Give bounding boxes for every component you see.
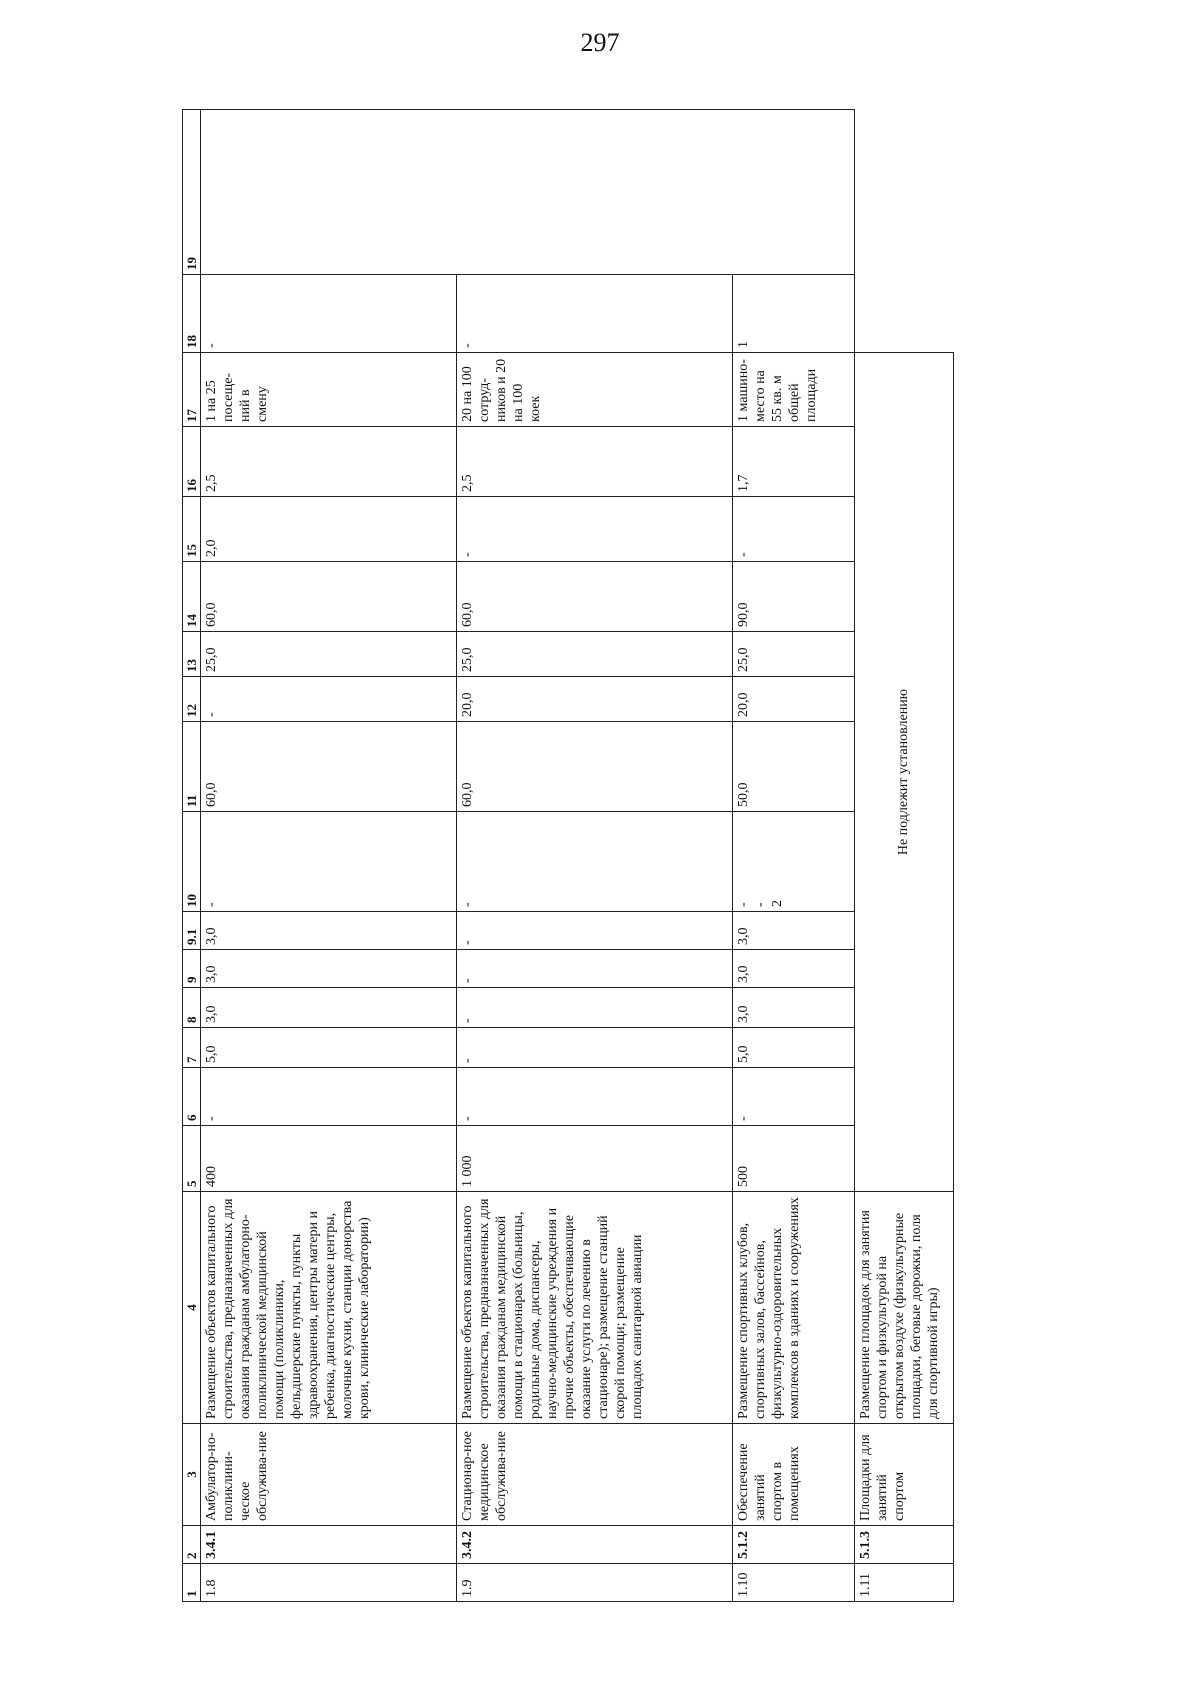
cell-value: 2,5	[201, 427, 457, 497]
col-header: 1	[183, 1564, 201, 1602]
cell-value: 2,0	[201, 497, 457, 562]
cell-code: 3.4.1	[201, 1526, 457, 1564]
col-header: 9	[183, 950, 201, 988]
col-header: 11	[183, 722, 201, 812]
col-header: 5	[183, 1126, 201, 1192]
cell-value: 2,5	[457, 427, 733, 497]
cell-value: -	[457, 1028, 733, 1068]
cell-value: -	[201, 1068, 457, 1126]
cell-value: 1	[733, 275, 854, 353]
cell-value: 3,0	[201, 912, 457, 950]
cell-description: Размещение объектов капитального строительства, предназначенных для оказания гражданам медицинской помощи в стационарах (больницы, родильные дома, диспансеры, научно-медицинские учреждения и прочие объекты, обеспечивающие оказание услуги по лечению в стационаре); размещение станций скорой помощи; размещение площадок санитарной авиации	[457, 1192, 733, 1424]
cell-description: Размещение площадок для занятия спортом и физкультурой на открытом воздухе (физкультурные площадки, беговые дорожки, поля для спортивной игры)	[854, 1192, 953, 1424]
cell-code: 5.1.2	[733, 1526, 854, 1564]
cell-code: 3.4.2	[457, 1526, 733, 1564]
cell-value: 20,0	[733, 677, 854, 722]
cell-value: 20,0	[457, 677, 733, 722]
cell-value: -	[457, 950, 733, 988]
cell-value: - - 2	[733, 812, 854, 912]
col-header: 3	[183, 1424, 201, 1526]
cell-empty	[854, 275, 953, 353]
cell-value: -	[201, 812, 457, 912]
cell-value: 60,0	[457, 722, 733, 812]
cell-value: 3,0	[201, 950, 457, 988]
col-header: 6	[183, 1068, 201, 1126]
cell-use-name: Стационар-ное медицинское обслужива-ние	[457, 1424, 733, 1526]
cell-value: -	[457, 497, 733, 562]
cell-value: 1 машино-место на 55 кв. м общей площади	[733, 353, 854, 427]
cell-value: 1 на 25 посеще-ний в смену	[201, 353, 457, 427]
cell-use-name: Амбулатор-но-поликлини-ческое обслужива-ние	[201, 1424, 457, 1526]
cell-value: 400	[201, 1126, 457, 1192]
col-header: 9.1	[183, 912, 201, 950]
table-row	[733, 110, 854, 1602]
cell-value: 5,0	[201, 1028, 457, 1068]
col-header: 19	[183, 110, 201, 275]
col-header: 10	[183, 812, 201, 912]
cell-use-name: Обеспечение занятий спортом в помещениях	[733, 1424, 854, 1526]
cell-description: Размещение спортивных клубов, спортивных залов, бассейнов, физкультурно-оздоровительных комплексов в зданиях и сооружениях	[733, 1192, 854, 1424]
cell-value: 500	[733, 1126, 854, 1192]
col-header: 2	[183, 1526, 201, 1564]
cell-description: Размещение объектов капитального строительства, предназначенных для оказания гражданам амбулаторно-поликлинической медицинской помощи (поликлиники, фельдшерские пункты, пункты здравоохранения, центры матери и ребенка, диагностические центры, молочные кухни, станции донорства крови, клинические лаборатории)	[201, 1192, 457, 1424]
col-header: 12	[183, 677, 201, 722]
col-header: 16	[183, 427, 201, 497]
cell-row-number: 1.9	[457, 1564, 733, 1602]
cell-value: 20 на 100 сотруд-ников и 20 на 100 коек	[457, 353, 733, 427]
cell-value: 60,0	[201, 562, 457, 632]
table-row	[457, 110, 733, 1602]
cell-row-number: 1.10	[733, 1564, 854, 1602]
col-header: 17	[183, 353, 201, 427]
cell-value: 1 000	[457, 1126, 733, 1192]
cell-value: 3,0	[733, 912, 854, 950]
cell-value: 60,0	[457, 562, 733, 632]
cell-value: 3,0	[733, 950, 854, 988]
cell-value: 50,0	[733, 722, 854, 812]
cell-value: 25,0	[733, 632, 854, 677]
cell-use-name: Площадки для занятий спортом	[854, 1424, 953, 1526]
cell-value: -	[457, 275, 733, 353]
cell-not-established: Не подлежит установлению	[854, 353, 953, 1192]
rotated-table-container	[182, 110, 954, 1602]
table-row	[201, 110, 457, 1602]
cell-code: 5.1.3	[854, 1526, 953, 1564]
cell-value: -	[457, 912, 733, 950]
col-header: 15	[183, 497, 201, 562]
cell-value: -	[457, 988, 733, 1028]
cell-value: 25,0	[457, 632, 733, 677]
cell-value: 60,0	[201, 722, 457, 812]
page-number: 297	[580, 28, 620, 57]
cell-value: 90,0	[733, 562, 854, 632]
cell-value: -	[733, 497, 854, 562]
cell-value: 5,0	[733, 1028, 854, 1068]
cell-value: -	[457, 1068, 733, 1126]
col-header: 4	[183, 1192, 201, 1424]
cell-value: -	[733, 1068, 854, 1126]
cell-value: -	[201, 677, 457, 722]
regulations-table	[182, 109, 954, 1602]
cell-value	[201, 110, 855, 275]
cell-value: -	[201, 275, 457, 353]
cell-value: 25,0	[201, 632, 457, 677]
col-header: 7	[183, 1028, 201, 1068]
cell-value: 3,0	[201, 988, 457, 1028]
col-header: 8	[183, 988, 201, 1028]
header-row	[183, 110, 201, 1602]
cell-value: 3,0	[733, 988, 854, 1028]
cell-value: -	[457, 812, 733, 912]
col-header: 14	[183, 562, 201, 632]
table-row	[854, 110, 953, 1602]
cell-row-number: 1.11	[854, 1564, 953, 1602]
cell-row-number: 1.8	[201, 1564, 457, 1602]
col-header: 13	[183, 632, 201, 677]
col-header: 18	[183, 275, 201, 353]
cell-value: 1,7	[733, 427, 854, 497]
